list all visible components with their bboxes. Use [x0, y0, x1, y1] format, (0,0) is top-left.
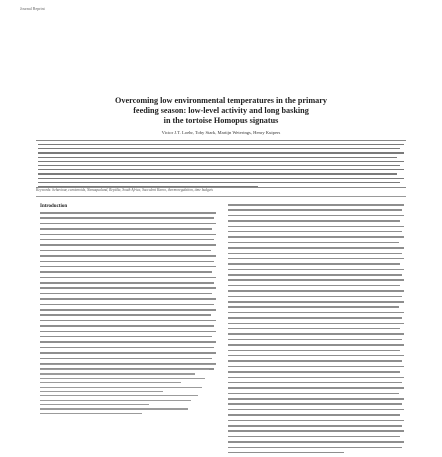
- abstract-text: [38, 144, 404, 190]
- section-heading: Introduction: [40, 204, 68, 209]
- left-column-text: [40, 212, 216, 379]
- abstract-box: [36, 140, 406, 188]
- title-line-2: feeding season: low-level activity and long basking: [133, 106, 309, 115]
- journal-header: Journal Reprint: [20, 6, 45, 11]
- footnote-divider: [40, 364, 216, 365]
- title-line-3: in the tortoise Homopus signatus: [163, 116, 279, 125]
- header-divider: [36, 196, 406, 197]
- keywords: Keywords: behaviour, carotenoids, Namaqualand, Reptilia, South Africa, Succulent Karoo, thermoregulation, time budgets: [36, 188, 213, 192]
- author-list: Victor J.T. Loehr, Toby Stark, Martijn Weterings, Henry Kuipers: [161, 130, 281, 135]
- footnotes: [40, 369, 216, 417]
- title-line-1: Overcoming low environmental temperatures in the primary: [115, 96, 327, 105]
- right-column-text: [228, 204, 404, 457]
- article-title: [60, 96, 382, 126]
